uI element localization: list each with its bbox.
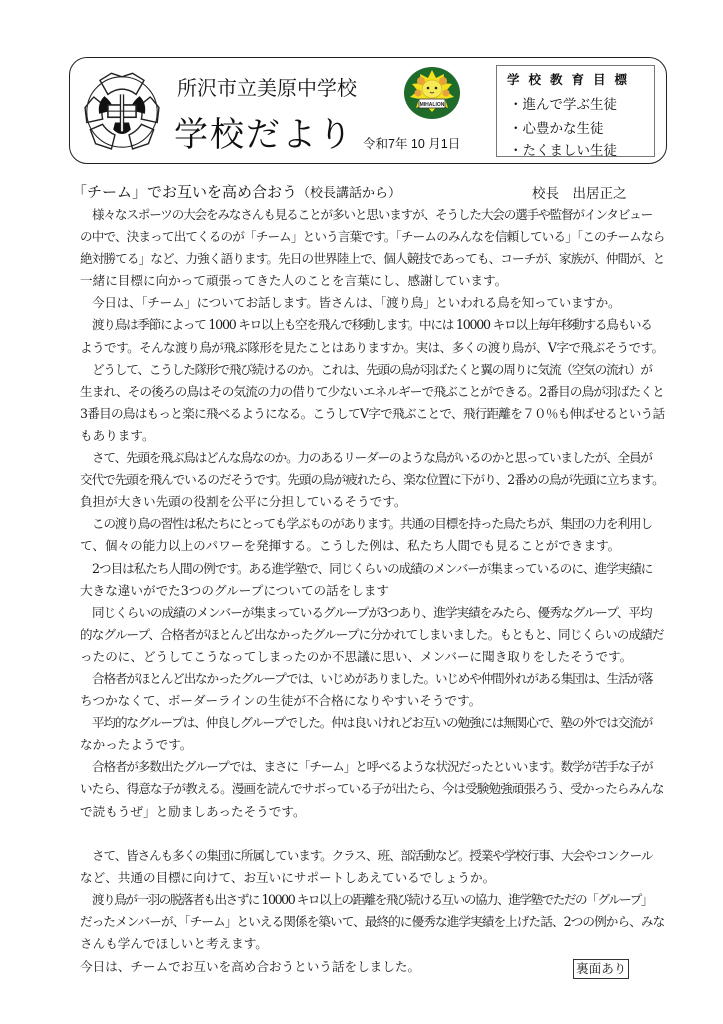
article-title-main: 「チーム」でお互いを高め合おう [72, 183, 298, 201]
goal-item: ・心豊かな生徒 [509, 121, 604, 137]
paragraph-line: 平均的なグループは、仲良しグループでした。仲は良いけれどお互いの勉強には無関心で、塾の外では交流が [92, 715, 653, 731]
goal-item: ・たくましい生徒 [509, 143, 617, 159]
paragraph-line: なかったようです。 [80, 737, 193, 753]
paragraph-line: 生まれ、その後ろの鳥はその気流の力の借りて少ないエネルギーで飛ぶことができる。2番目の鳥が羽ばたくと [80, 383, 664, 399]
paragraph-line: 渡り鳥は季節によって 1000 キロ以上も空を飛んで移動します。中には 10000 キロ以上毎年移動する鳥もいる [92, 317, 652, 333]
article-body [80, 204, 664, 955]
paragraph-line: 合格者がほとんど出なかったグループでは、いじめがありました。いじめや仲間外れがある集団は、生活が落 [92, 670, 653, 686]
paragraph-line: 一緒に目標に向かって頑張ってきた人のことを言葉にし、感謝しています。 [80, 273, 508, 289]
paragraph-line: 合格者が多数出たグループでは、まさに「チーム」と呼べるような状況だったといいます。数学が苦手な子が [92, 759, 653, 775]
paragraph-line: だったメンバーが、「チーム」といえる関係を築いて、最終的に優秀な進学実績を上げた話、2つの例から、みな [80, 914, 665, 929]
paragraph-line: さんも学んでほしいと考えます。 [80, 936, 268, 952]
paragraph-line: 絶対勝てる」など、力強く語ります。先日の世界陸上で、個人競技であっても、コーチが、家族が、仲間が、と [80, 251, 665, 267]
reverse-side-note: 裏面あり [573, 959, 629, 979]
paragraph-line: もあります。 [80, 427, 155, 443]
paragraph-line: 2つ目は私たち人間の例です。ある進学塾で、同じくらいの成績のメンバーが集まっているのに、進学実績に [92, 560, 653, 576]
paragraph-line: ったのに、どうしてこうなってしまったのか不思議に思い、メンバーに聞き取りをしたそうです。 [80, 648, 633, 664]
mascot-label: MIHALION [419, 102, 445, 108]
paragraph-line: 様々なスポーツの大会をみなさんも見ることが多いと思いますが、そうした大会の選手や監督がインタビュー [92, 207, 653, 222]
paragraph-line: 負担が大きい先頭の役割を公平に分担しているそうです。 [80, 494, 407, 510]
article-subtitle: （校長講話から） [297, 186, 402, 201]
paragraph-line: 同じくらいの成績のメンバーが集まっているグループが3つあり、進学実績をみたら、優秀なグループ、平均 [92, 604, 652, 620]
paragraph-line: ちつかなくて、ボーダーラインの生徒が不合格になりやすいそうです。 [80, 693, 482, 709]
school-goals-box [496, 65, 655, 157]
newsletter-title: 学校だより [174, 115, 354, 155]
school-name: 所沢市立美原中学校 [177, 76, 357, 100]
paragraph-line: どうして、こうした隊形で飛び続けるのか。これは、先頭の鳥が羽ばたくと翼の周りに気流（空気の流れ）が [92, 361, 652, 377]
goal-item: ・進んで学ぶ生徒 [509, 97, 617, 113]
paragraph-line: さて、先頭を飛ぶ鳥はどんな鳥なのか。力のあるリーダーのような鳥がいるのかと思っていましたが、全員が [92, 450, 652, 466]
article-author: 校長 出居正之 [532, 186, 627, 202]
paragraph-line: 大きな違いがでた3つのグループについての話をします [80, 582, 390, 598]
paragraph-line: さて、皆さんも多くの集団に所属しています。クラス、班、部活動など。授業や学校行事、大会やコンクール [92, 847, 653, 863]
paragraph-line: ようです。そんな渡り鳥が飛ぶ隊形を見たことはありますか。実は、多くの渡り鳥が、V字で飛ぶそうです。 [80, 339, 664, 355]
closing-line: 今日は、チームでお互いを高め合おうという話をしました。 [80, 959, 421, 974]
goals-title: 学校教育目標 [507, 72, 637, 87]
paragraph-line: 渡り鳥が一羽の脱落者も出さずに 10000 キロ以上の距離を飛び続ける互いの協力、進学塾でただの「グループ」 [92, 891, 652, 907]
paragraph-line: の中で、決まって出てくるのが「チーム」という言葉です。「チームのみんなを信頼している」「このチームなら [80, 229, 665, 245]
paragraph-line: で読もうぜ」と励ましあったそうです。 [80, 803, 306, 819]
paragraph-line: 交代で先頭を飛んでいるのだそうです。先頭の鳥が疲れたら、楽な位置に下がり、2番めの鳥が先頭に立ちます。 [80, 472, 664, 488]
paragraph-line: 的なグループ、合格者がほとんど出なかったグループに分かれてしまいました。もともと、同じくらいの成績だ [80, 626, 664, 642]
school-crest-icon [78, 68, 166, 156]
paragraph-line: 今日は、「チーム」についてお話します。皆さんは、「渡り鳥」といわれる鳥を知っていますか。 [92, 295, 621, 311]
paragraph-line: この渡り鳥の習性は私たちにとっても学ぶものがあります。共通の目標を持った鳥たちが、集団の力を利用し [92, 516, 652, 532]
paragraph-line: 3番目の鳥はもっと楽に飛べるようになる。こうしてV字で飛ぶことで、飛行距離を７０％も伸ばせるという話 [80, 405, 665, 421]
paragraph-line [80, 823, 664, 845]
paragraph-line: いたら、得意な子が教える。漫画を読んでサボっている子が出たら、今は受験勉強頑張ろう、受かったらみんな [80, 781, 664, 797]
mascot-logo-icon [402, 66, 462, 120]
article-title [72, 181, 401, 202]
issue-date: 令和7年 10 月1日 [363, 137, 461, 151]
paragraph-line: て、個々の能力以上のパワーを発揮する。こうした例は、私たち人間でも見ることができます。 [80, 538, 621, 554]
paragraph-line: など、共通の目標に向けて、お互いにサポートしあえているでしょうか。 [80, 869, 496, 885]
